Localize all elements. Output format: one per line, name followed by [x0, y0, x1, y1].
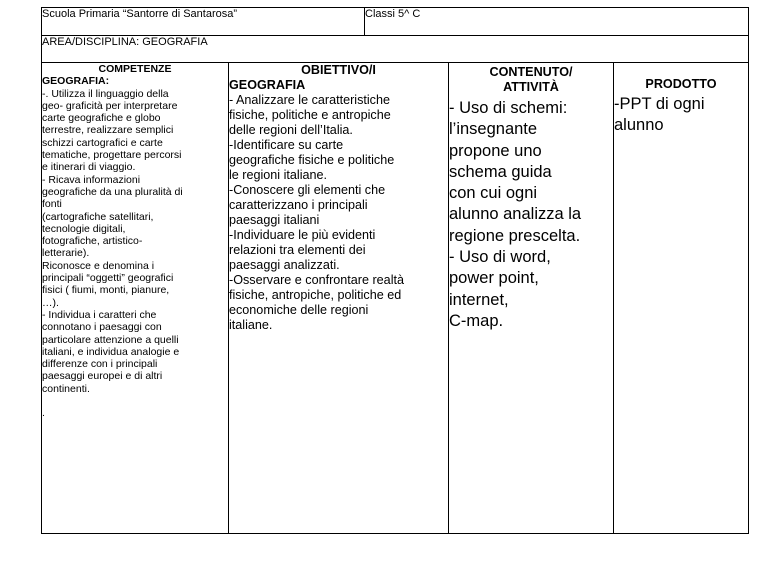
contenuto-line: internet, [449, 290, 509, 309]
obiettivi-line: italiane. [229, 318, 273, 332]
area-label: AREA/DISCIPLINA: GEOGRAFIA [42, 36, 208, 48]
contenuto-line: - Uso di schemi: [449, 99, 568, 117]
competenze-line: geografiche da una pluralità di [42, 185, 183, 198]
prodotto-text [614, 94, 748, 137]
class-label: Classi 5^ C [365, 8, 421, 20]
area-cell [42, 36, 749, 63]
contenuto-line: l’insegnante [449, 120, 538, 139]
contenuto-line: regione prescelta. [449, 226, 581, 245]
competenze-line: differenze con i principali [42, 358, 158, 371]
contenuto-text [449, 98, 613, 332]
obiettivi-line: fisiche, politiche e antropiche [229, 108, 391, 122]
obiettivi-line: le regioni italiane. [229, 168, 328, 182]
contenuto-cell [449, 63, 614, 534]
obiettivi-line: -Conoscere gli elementi che [229, 183, 386, 197]
competenze-line: schizzi cartografici e carte [42, 136, 163, 149]
obiettivi-line: paesaggi italiani [229, 213, 320, 227]
contenuto-line: alunno analizza la [449, 205, 582, 224]
contenuto-line: - Uso di word, [449, 248, 551, 267]
obiettivi-subtitle: GEOGRAFIA [229, 78, 306, 92]
competenze-line: carte geografiche e globo [42, 112, 161, 125]
competenze-line: fisici ( fiumi, monti, pianure, [42, 284, 170, 297]
area-row [42, 36, 749, 63]
competenze-line: letterarie). [42, 247, 90, 260]
contenuto-line: power point, [449, 269, 539, 288]
competenze-line: tematiche, progettare percorsi [42, 149, 182, 162]
obiettivi-line: -Osservare e confrontare realtà [229, 273, 404, 287]
contenuto-title: CONTENUTO/ [489, 65, 573, 79]
obiettivi-line: -Individuare le più evidenti [229, 228, 376, 242]
competenze-line: e itinerari di viaggio. [42, 161, 136, 174]
competenze-line: fonti [42, 198, 62, 211]
competenze-line: connotano i paesaggi con [42, 321, 162, 334]
class-cell [365, 8, 749, 36]
contenuto-line: C-map. [449, 311, 504, 330]
competenze-line: …). [42, 296, 59, 309]
obiettivi-line: economiche delle regioni [229, 303, 369, 317]
competenze-line: italiani, e individua analogie e [42, 345, 180, 358]
competenze-line: tecnologie digitali, [42, 222, 126, 235]
obiettivi-title: OBIETTIVO/I [301, 63, 376, 77]
competenze-line: terrestre, realizzare semplici [42, 124, 174, 137]
header-row [42, 8, 749, 36]
competenze-subtitle: GEOGRAFIA: [42, 75, 110, 88]
contenuto-subtitle: ATTIVITÀ [503, 80, 559, 94]
obiettivi-line: fisiche, antropiche, politiche ed [229, 288, 402, 302]
competenze-line: Riconosce e denomina i [42, 259, 155, 272]
obiettivi-line: relazioni tra elementi dei [229, 243, 366, 257]
obiettivi-line: caratterizzano i principali [229, 198, 368, 212]
obiettivi-text [229, 93, 448, 333]
competenze-cell [42, 63, 229, 534]
prodotto-title: PRODOTTO [645, 77, 717, 91]
competenze-line: particolare attenzione a quelli [42, 333, 179, 346]
content-row [42, 63, 749, 534]
competenze-line: (cartografiche satellitari, [42, 210, 154, 223]
prodotto-line: -PPT di ogni [614, 95, 705, 113]
competenze-line: fotografiche, artistico- [42, 235, 143, 248]
school-name: Scuola Primaria “Santorre di Santarosa” [42, 8, 238, 20]
competenze-line: - Ricava informazioni [42, 173, 141, 186]
obiettivi-line: delle regioni dell’Italia. [229, 123, 353, 137]
curriculum-table [41, 7, 749, 534]
competenze-line: -. Utilizza il linguaggio della [42, 87, 169, 100]
obiettivi-cell [229, 63, 449, 534]
competenze-line: paesaggi europei e di altri [42, 370, 163, 383]
obiettivi-line: paesaggi analizzati. [229, 258, 340, 272]
competenze-line: . [42, 407, 45, 420]
competenze-title: COMPETENZE [98, 63, 172, 75]
school-cell [42, 8, 365, 36]
competenze-line: principali “oggetti” geografici [42, 272, 174, 285]
contenuto-line: propone uno [449, 141, 542, 160]
prodotto-cell [614, 63, 749, 534]
competenze-line: - Individua i caratteri che [42, 308, 157, 321]
obiettivi-line: -Identificare su carte [229, 138, 344, 152]
obiettivi-line: - Analizzare le caratteristiche [229, 93, 390, 107]
obiettivi-line: geografiche fisiche e politiche [229, 153, 395, 167]
competenze-text [42, 88, 228, 420]
contenuto-line: con cui ogni [449, 184, 538, 203]
competenze-line: continenti. [42, 382, 90, 395]
contenuto-line: schema guida [449, 162, 552, 181]
competenze-line: geo- graficità per interpretare [42, 99, 178, 112]
competenze-line [42, 395, 228, 407]
prodotto-line: alunno [614, 116, 664, 135]
